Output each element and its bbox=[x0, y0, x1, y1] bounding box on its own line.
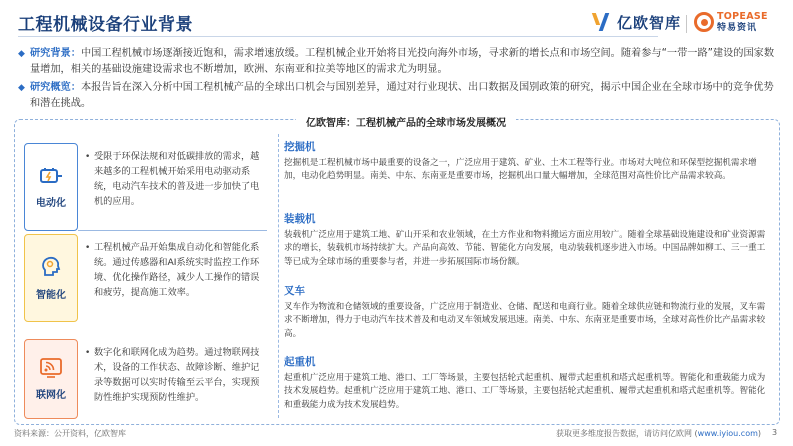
application-text: 挖掘机是工程机械市场中最重要的设备之一，广泛应用于建筑、矿业、土木工程等行业。市场对大吨位和环保型挖掘机需求增加，电动化趋势明显。南美、中东、东南亚是重要市场，挖掘机出口量大幅增加，全球范围对高性价比产品需求较高。 bbox=[284, 158, 757, 182]
trend-label: 智能化 bbox=[36, 290, 66, 301]
title-divider bbox=[18, 36, 658, 37]
trend-text: 工程机械产品开始集成自动化和智能化系统。通过传感器和AI系统实时监控工作环境、优化操作路径，减少人工操作的错误和疲劳，提高施工效率。 bbox=[94, 242, 260, 298]
application-text: 装载机广泛应用于建筑工地、矿山开采和农业领域，在土方作业和物料搬运方面应用较广。随着全球基础设施建设和矿业资源需求的增长，装载机市场持续扩大。产品向高效、节能、智能化方向发展，电动装载机逐步进入市场。中国品牌如柳工、三一重工等已成为全球市场的重要参与者，并进一步拓展国际市场份额。 bbox=[284, 230, 766, 267]
trend-icon-box bbox=[24, 143, 78, 231]
electric-motor-icon bbox=[38, 165, 64, 187]
iyiou-link[interactable]: www.iyiou.com bbox=[697, 429, 758, 438]
topease-logo-cn: 特易资讯 bbox=[717, 22, 758, 33]
application-forklift bbox=[284, 283, 770, 341]
topease-circle-icon bbox=[694, 12, 714, 32]
iyiou-logo-text: 亿欧智库 bbox=[617, 13, 682, 32]
research-background bbox=[18, 46, 778, 77]
trend-description: • 工程机械产品开始集成自动化和智能化系统。通过传感器和AI系统实时监控工作环境、优化操作路径，减少人工操作的错误和疲劳，提高施工效率。 bbox=[85, 242, 260, 298]
application-loader bbox=[284, 211, 770, 269]
trend-networking bbox=[24, 339, 267, 419]
frame-title: 亿欧智库：工程机械产品的全球市场发展概况 bbox=[296, 114, 516, 129]
application-title: 装载机 bbox=[284, 213, 316, 225]
trend-description: • 受限于环保法规和对低碳排放的需求，越来越多的工程机械开始采用电动驱动系统，电动汽车技术的普及进一步加快了电机的应用。 bbox=[78, 143, 267, 231]
background-label: 研究背景： bbox=[30, 48, 81, 59]
diamond-bullet-icon: ◆ bbox=[18, 83, 25, 93]
trend-icon-box bbox=[24, 339, 78, 419]
application-title: 叉车 bbox=[284, 285, 305, 297]
iyiou-logo bbox=[592, 11, 681, 33]
trend-electrification bbox=[24, 143, 267, 231]
diamond-bullet-icon: ◆ bbox=[18, 49, 25, 59]
research-overview bbox=[18, 80, 778, 111]
column-divider bbox=[278, 134, 279, 418]
footer-cta bbox=[556, 428, 761, 439]
page-number: 3 bbox=[772, 428, 778, 437]
network-signal-icon bbox=[39, 357, 63, 379]
application-title: 起重机 bbox=[284, 356, 316, 368]
iyiou-mark-icon bbox=[592, 11, 614, 33]
footer-more-text: 获取更多维度报告数据，请访问亿欧网 ( bbox=[556, 429, 698, 438]
application-crane bbox=[284, 354, 770, 412]
source-note: 资料来源：公开资料，亿欧智库 bbox=[14, 429, 126, 438]
trend-description: • 数字化和联网化成为趋势。通过物联网技术，设备的工作状态、故障诊断、维护记录等数据可以实时传输至云平台，实现预防性维护实现预防性维护。 bbox=[85, 347, 260, 403]
trend-text: 数字化和联网化成为趋势。通过物联网技术，设备的工作状态、故障诊断、维护记录等数据可以实时传输至云平台，实现预防性维护实现预防性维护。 bbox=[94, 347, 260, 403]
trend-text: 受限于环保法规和对低碳排放的需求，越来越多的工程机械开始采用电动驱动系统，电动汽车技术的普及进一步加快了电机的应用。 bbox=[94, 151, 260, 207]
overview-text: 本报告旨在深入分析中国工程机械产品的全球出口机会与国别差异，通过对行业现状、出口数据及国别政策的研究，揭示中国企业在全球市场中的竞争优势和潜在挑战。 bbox=[30, 82, 774, 109]
application-text: 起重机广泛应用于建筑工地、港口、工厂等场景，主要包括轮式起重机、履带式起重机和塔式起重机等。智能化和重载能力成为技术发展趋势。起重机广泛应用于建筑工地、港口、工厂等场景，主要包括轮式起重机、履带式起重机和塔式起重机等。智能化和重载能力成为技术发展趋势。 bbox=[284, 373, 766, 410]
footer-more-end: ) bbox=[757, 429, 762, 438]
application-title: 挖掘机 bbox=[284, 141, 316, 153]
topease-logo bbox=[694, 12, 768, 33]
background-text: 中国工程机械市场逐渐接近饱和，需求增速放缓。工程机械企业开始将目光投向海外市场，寻求新的增长点和市场空间。随着参与“一带一路”建设的国家数量增加，相关的基础设施建设需求也不断增加，欧洲、东南亚和拉美等地区的需求尤为明显。 bbox=[30, 48, 775, 75]
logo-separator bbox=[686, 15, 687, 33]
page-title: 工程机械设备行业背景 bbox=[18, 15, 193, 35]
trend-intelligence bbox=[24, 234, 267, 322]
ai-head-icon bbox=[39, 255, 63, 279]
trend-label: 电动化 bbox=[36, 198, 66, 209]
trend-label: 联网化 bbox=[36, 390, 66, 401]
application-text: 叉车作为物流和仓储领域的重要设备，广泛应用于制造业、仓储、配送和电商行业。随着全球供应链和物流行业的发展，叉车需求不断增加，得力于电动汽车技术普及和电动叉车领域发展迅速。南美、中东、东南亚是重要市场，全球对高性价比产品需求较高。 bbox=[284, 302, 766, 339]
trend-icon-box bbox=[24, 234, 78, 322]
topease-logo-en: TOPEASE bbox=[717, 11, 768, 22]
application-excavator bbox=[284, 139, 770, 184]
overview-label: 研究概览： bbox=[30, 82, 81, 93]
